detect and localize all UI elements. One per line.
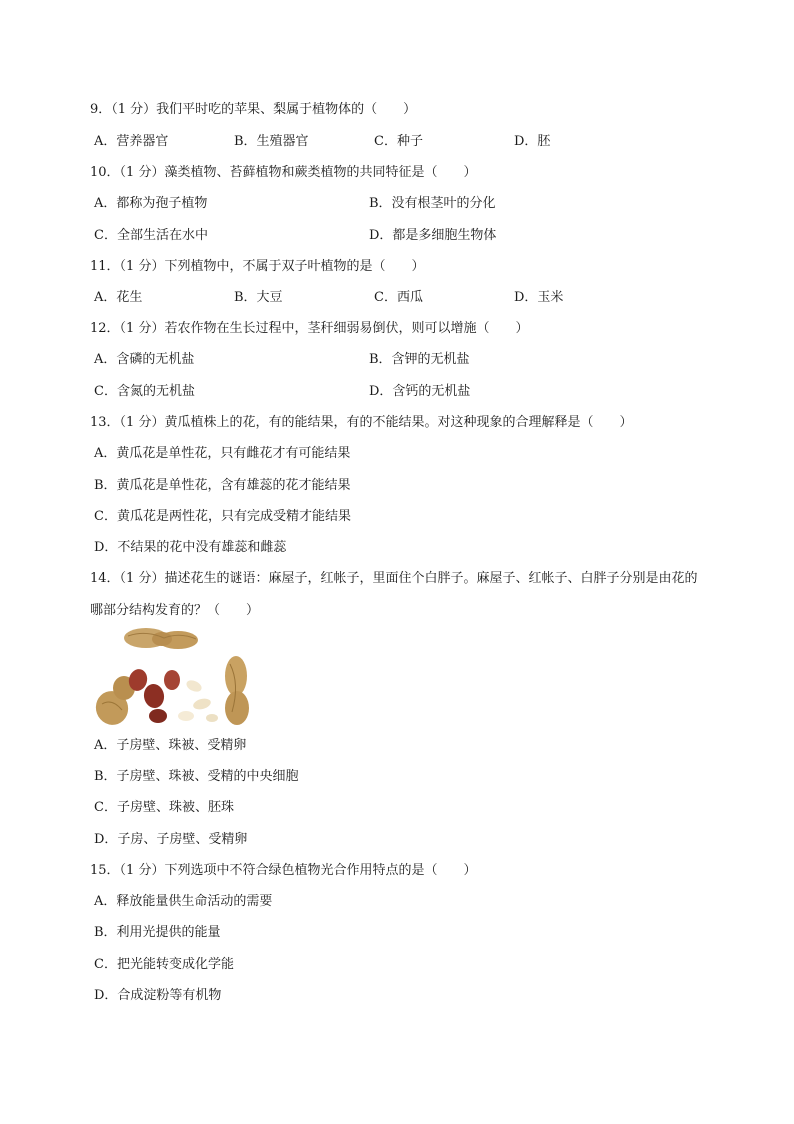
question-11-options — [94, 290, 704, 306]
option-b: B．大豆 — [234, 290, 283, 305]
peanut-kernels-white — [178, 678, 218, 722]
option-b: B．没有根茎叶的分化 — [369, 196, 496, 211]
peanut-pod-top — [124, 628, 198, 649]
peanut-photo — [94, 624, 254, 728]
option-b: B．黄瓜花是单性花，含有雄蕊的花才能结果 — [94, 478, 351, 493]
question-13-stem: 13．（1 分）黄瓜植株上的花，有的能结果，有的不能结果。对这种现象的合理解释是（ ） — [90, 415, 633, 430]
option-a: A．营养器官 — [94, 134, 169, 149]
option-b: B．生殖器官 — [234, 134, 309, 149]
option-a: A．都称为孢子植物 — [94, 196, 208, 211]
question-14-stem: 14．（1 分）描述花生的谜语：麻屋子，红帐子，里面住个白胖子。麻屋子、红帐子、白胖子分别是由花的 — [90, 571, 698, 586]
option-d: D．合成淀粉等有机物 — [94, 988, 222, 1003]
option-a: A．释放能量供生命活动的需要 — [94, 894, 273, 909]
question-15-stem: 15．（1 分）下列选项中不符合绿色植物光合作用特点的是（ ） — [90, 863, 477, 878]
option-d: D．子房、子房壁、受精卵 — [94, 832, 248, 847]
question-9-options — [94, 134, 704, 150]
option-d: D．玉米 — [514, 290, 564, 305]
question-12-options-row1 — [94, 352, 704, 368]
option-c: C．西瓜 — [374, 290, 423, 305]
question-9-stem: 9．（1 分）我们平时吃的苹果、梨属于植物体的（ ） — [90, 102, 417, 117]
option-a: A．子房壁、珠被、受精卵 — [94, 738, 247, 753]
option-c: C．含氮的无机盐 — [94, 384, 195, 399]
option-b: B．子房壁、珠被、受精的中央细胞 — [94, 769, 299, 784]
option-b: B．含钾的无机盐 — [369, 352, 470, 367]
option-c: C．黄瓜花是两性花，只有完成受精才能结果 — [94, 509, 351, 524]
question-10-options-row2 — [94, 228, 704, 244]
option-c: C．种子 — [374, 134, 423, 149]
question-12-stem: 12．（1 分）若农作物在生长过程中，茎秆细弱易倒伏，则可以增施（ ） — [90, 321, 529, 336]
option-c: C．子房壁、珠被、胚珠 — [94, 800, 234, 815]
question-10-options-row1 — [94, 196, 704, 212]
option-d: D．都是多细胞生物体 — [369, 228, 497, 243]
question-12-options-row2 — [94, 384, 704, 400]
option-b: B．利用光提供的能量 — [94, 925, 221, 940]
question-10-stem: 10．（1 分）藻类植物、苔藓植物和蕨类植物的共同特征是（ ） — [90, 165, 477, 180]
option-c: C．全部生活在水中 — [94, 228, 208, 243]
question-14-stem-continued: 哪部分结构发育的？（ ） — [90, 603, 260, 618]
option-a: A．黄瓜花是单性花，只有雌花才有可能结果 — [94, 446, 351, 461]
question-11-stem: 11．（1 分）下列植物中，不属于双子叶植物的是（ ） — [90, 259, 425, 274]
peanut-pod-right — [225, 656, 249, 725]
option-a: A．含磷的无机盐 — [94, 352, 195, 367]
option-d: D．胚 — [514, 134, 551, 149]
option-d: D．不结果的花中没有雄蕊和雌蕊 — [94, 540, 287, 555]
peanut-kernels-red — [126, 667, 180, 723]
peanut-pod-left — [94, 676, 135, 728]
option-a: A．花生 — [94, 290, 143, 305]
option-d: D．含钙的无机盐 — [369, 384, 471, 399]
option-c: C．把光能转变成化学能 — [94, 957, 234, 972]
